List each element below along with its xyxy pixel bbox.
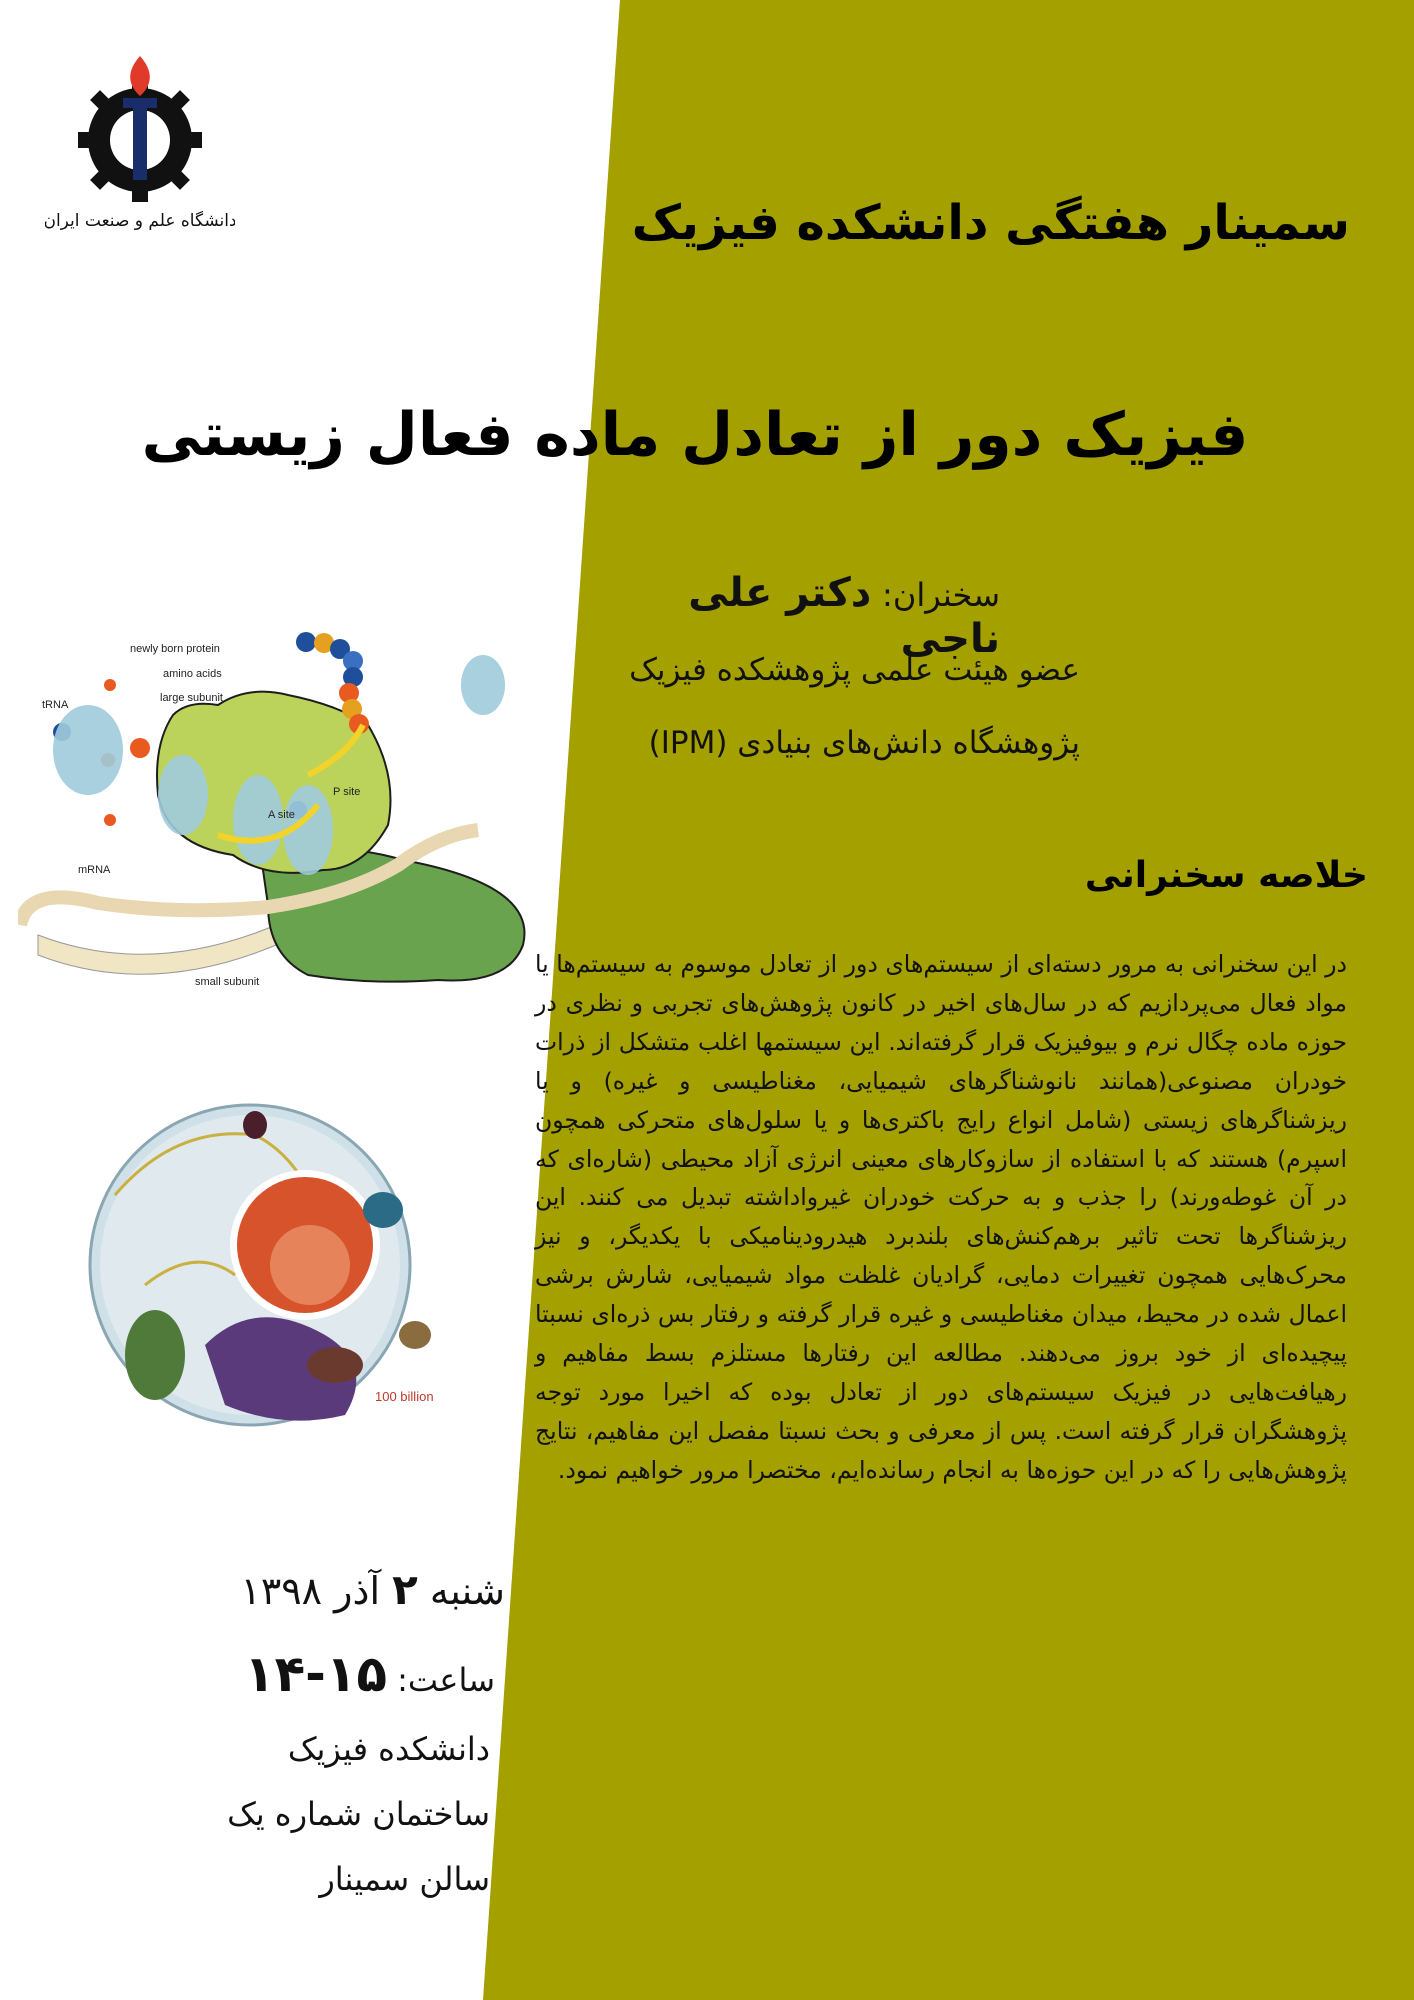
event-day: شنبه: [429, 1569, 505, 1613]
page-title: فیزیک دور از تعادل ماده فعال زیستی: [141, 400, 1249, 470]
label-large-subunit: large subunit: [160, 692, 223, 704]
abstract-text: در این سخنرانی به مرور دسته‌ای از سیستم‌های دور از تعادل موسوم به سیستم‌ها یا مواد فعال می‌پردازیم که در سال‌های اخیر در کانون پژوهش‌های تجربی و نظری در حوزه ماده چگال نرم و بیوفیزیک قرار گرفته‌اند. این سیستمها اغلب متشکل از ذرات خودران مصنوعی(همانند نانوشناگرهای شیمیایی، مغناطیسی و غیره) و یا ریزشناگرهای زیستی (شامل انواع رایج باکتری‌ها و یا سلول‌های متحرکی همچون اسپرم) هستند که با استفاده از سازوکارهای معینی انرژی آزاد محیطی (شاره‌ای که در آن غوطه‌ورند) را جذب و به حرکت خودران غیرواداشته تبدیل می کنند. این ریزشناگرها تحت تاثیر برهم‌کنش‌های بلندبرد هیدرودینامیکی با یکدیگر، و نیز محرک‌هایی همچون تغییرات دمایی، گرادیان غلظت مواد شیمیایی، شارش برشی اعمال شده در محیط، میدان مغناطیسی و غیره قرار گرفته و رفتار بس ذره‌ای نسبتا پیچیده‌ای از خود بروز می‌دهند. مطالعه این رفتارها مستلزم بسط مفاهیم و رهیافت‌هایی در فیزیک سیستم‌های دور از تعادل بوده که اخیرا مورد توجه پژوهشگران قرار گرفته است. پس از معرفی و بحث نسبتا مفصل این مفاهیم، نتایج پژوهش‌هایی را که در این حوزه‌ها به انجام رسانده‌ایم، مختصرا مرور خواهیم نمود.: [535, 950, 1347, 1484]
cell-count-label: 100 billion: [375, 1389, 434, 1404]
label-a-site: A site: [268, 809, 295, 821]
event-time-label: ساعت:: [397, 1661, 495, 1699]
university-logo: [45, 48, 235, 238]
event-time-value: ۱۵-۱۴: [244, 1645, 387, 1703]
label-p-site: P site: [333, 786, 361, 798]
speaker-line: [580, 570, 1000, 662]
event-location-2: ساختمان شماره یک: [227, 1795, 490, 1833]
ribosome-illustration: [18, 625, 538, 1005]
event-date: [200, 1565, 505, 1614]
cell-illustration: [85, 1085, 460, 1445]
event-day-number: ۲: [392, 1565, 418, 1614]
abstract-heading: خلاصه سخنرانی: [1084, 855, 1368, 896]
event-month-year: آذر ۱۳۹۸: [240, 1569, 381, 1613]
label-newly-born-protein: newly born protein: [130, 643, 220, 655]
event-time: [200, 1645, 495, 1703]
seminar-series-title: سمینار هفتگی دانشکده فیزیک: [631, 195, 1350, 251]
event-location-1: دانشکده فیزیک: [287, 1730, 490, 1768]
speaker-label: سخنران:: [882, 576, 1000, 614]
label-amino-acids: amino acids: [163, 668, 222, 680]
label-mrna: mRNA: [78, 864, 111, 876]
speaker-affiliation-1: عضو هیئت علمی پژوهشکده فیزیک: [629, 652, 1080, 688]
speaker-name: دکتر علی ناجی: [688, 570, 1000, 662]
label-small-subunit: small subunit: [195, 976, 260, 988]
logo-caption: دانشگاه علم و صنعت ایران: [45, 211, 235, 231]
speaker-affiliation-2: پژوهشگاه دانش‌های بنیادی (IPM): [648, 725, 1080, 761]
event-location-3: سالن سمینار: [319, 1860, 490, 1898]
label-trna: tRNA: [42, 699, 69, 711]
